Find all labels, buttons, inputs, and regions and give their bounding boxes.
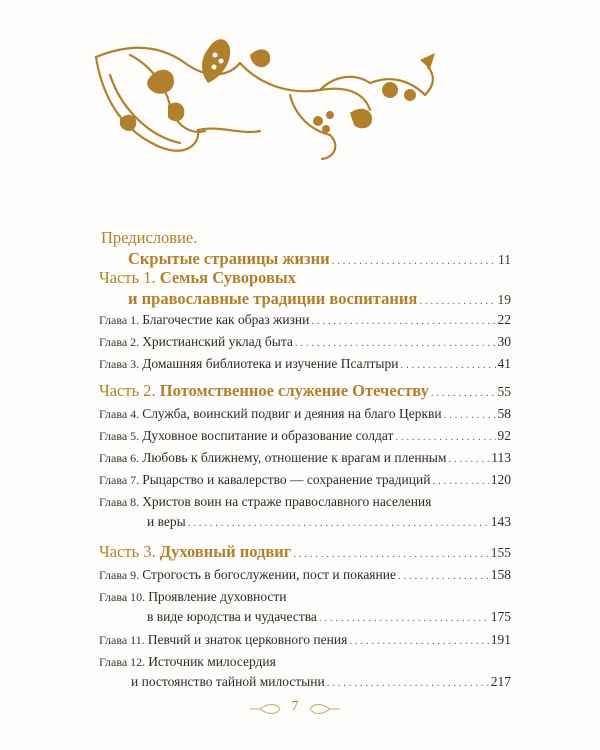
toc-entry-chapter-4[interactable]: Глава 4. Служба, воинский подвиг и деяния на благо Церкви . . . 58 xyxy=(99,406,511,422)
toc-entry-part-1[interactable] xyxy=(128,289,511,309)
page-footer xyxy=(230,697,360,721)
part-3-page: 155 xyxy=(490,545,511,560)
toc-entry-part-3[interactable] xyxy=(99,542,511,562)
part-1-page: 19 xyxy=(497,292,511,307)
part-2-page: 55 xyxy=(497,384,511,399)
toc-entry-chapter-11[interactable]: Глава 11. Певчий и знаток церковного пения . . . 191 xyxy=(99,632,511,648)
toc-entry-chapter-6[interactable]: Глава 6. Любовь к ближнему, отношение к врагам и пленным . . . 113 xyxy=(99,450,511,466)
part-1-title-cont: и православные традиции воспитания xyxy=(128,289,418,308)
toc-entry-chapter-3[interactable]: Глава 3. Домашняя библиотека и изучение Псалтыри . . . 41 xyxy=(99,356,511,372)
part-2-label: Часть 2. xyxy=(99,381,156,400)
toc-entry-preface[interactable] xyxy=(128,249,511,269)
toc-entry-chapter-8-cont[interactable]: и веры . . . 143 xyxy=(147,514,511,530)
floral-ornament-icon xyxy=(90,35,440,165)
part-1-heading xyxy=(99,268,296,288)
toc-entry-chapter-7[interactable]: Глава 7. Рыцарство и кавалерство — сохранение традиций . . . 120 xyxy=(99,472,511,488)
preface-label: Предисловие. xyxy=(101,228,198,247)
toc-entry-chapter-8[interactable]: Глава 8. Христов воин на страже православного населения xyxy=(99,494,432,509)
toc-entry-chapter-1[interactable]: Глава 1. Благочестие как образ жизни . . . 22 xyxy=(99,312,511,328)
part-1-label: Часть 1. xyxy=(99,268,156,287)
toc-entry-chapter-12-cont[interactable]: и постоянство тайной милостыни . . . 217 xyxy=(131,674,511,690)
toc-entry-chapter-12[interactable]: Глава 12. Источник милосердия xyxy=(99,654,276,669)
toc-entry-chapter-10[interactable]: Глава 10. Проявление духовности xyxy=(99,589,287,604)
part-3-label: Часть 3. xyxy=(99,542,156,561)
preface-title: Скрытые страницы жизни xyxy=(128,249,330,268)
part-2-title: Потомственное служение Отечеству xyxy=(159,381,429,400)
page-number: 7 xyxy=(291,699,299,714)
toc-entry-chapter-10-cont[interactable]: в виде юродства и чудачества . . . 175 xyxy=(147,609,511,625)
toc-entry-chapter-9[interactable]: Глава 9. Строгость в богослужении, пост и покаяние . . . 158 xyxy=(99,567,511,583)
preface-page: 11 xyxy=(498,252,511,267)
toc-entry-chapter-5[interactable]: Глава 5. Духовное воспитание и образование солдат . . . 92 xyxy=(99,428,511,444)
toc-entry-part-2[interactable] xyxy=(99,381,511,401)
part-3-title: Духовный подвиг xyxy=(159,542,292,561)
toc-entry-chapter-2[interactable]: Глава 2. Христианский уклад быта . . . 30 xyxy=(99,334,511,350)
part-1-title: Семья Суворовых xyxy=(159,268,297,287)
